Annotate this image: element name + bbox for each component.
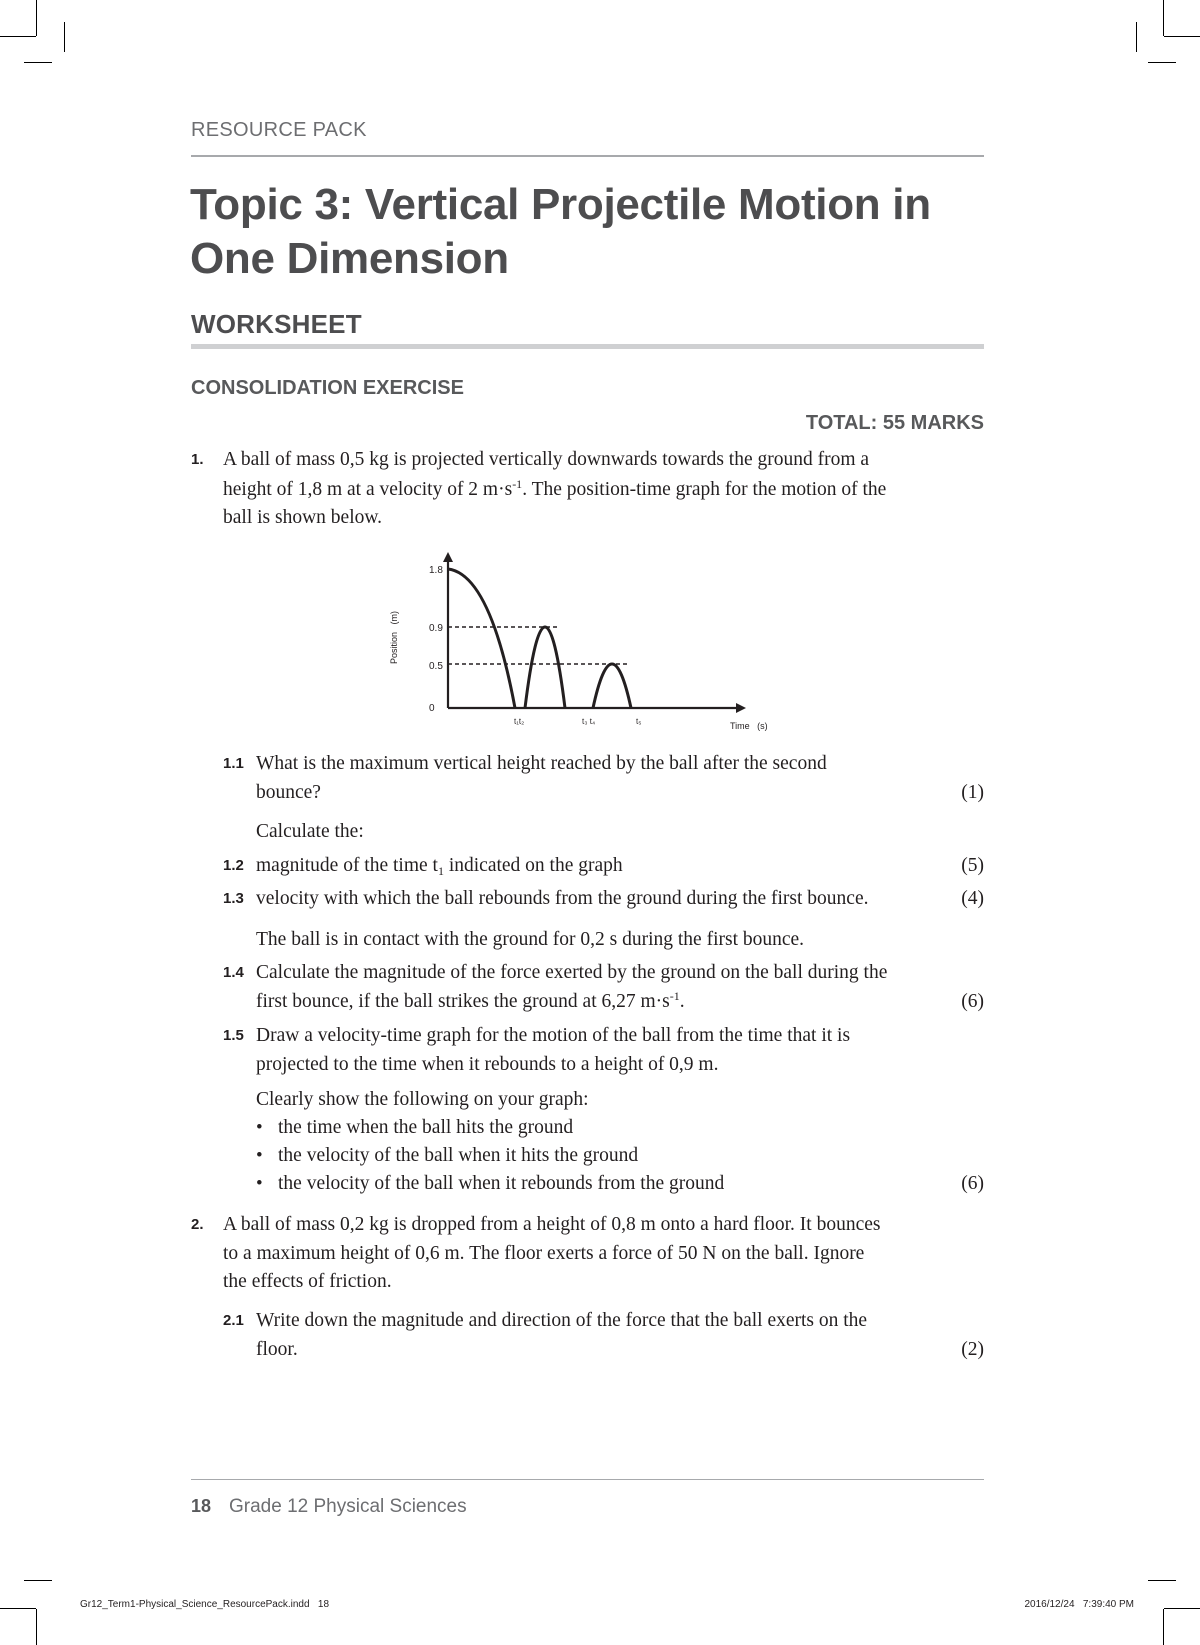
x-axis-arrow bbox=[736, 703, 746, 713]
question-number: 1. bbox=[191, 451, 204, 468]
crop-mark bbox=[1148, 1580, 1176, 1581]
y-tick-label: 0.5 bbox=[429, 661, 443, 672]
marks: (4) bbox=[961, 888, 984, 909]
bullet: • bbox=[256, 1117, 263, 1138]
total-marks: TOTAL: 55 MARKS bbox=[805, 412, 984, 434]
footer-rule bbox=[191, 1479, 984, 1480]
subquestion-text: Calculate the magnitude of the force exerted by the ground on the ball during the bbox=[256, 962, 888, 983]
crop-mark bbox=[1136, 22, 1137, 52]
subquestion-number: 1.1 bbox=[223, 755, 244, 772]
page-number: 18 bbox=[191, 1496, 212, 1516]
x-tick-label: t₁t₂ bbox=[514, 717, 525, 726]
x-tick-label: t₃ t₄ bbox=[582, 717, 596, 726]
header-rule bbox=[191, 155, 984, 157]
question-number: 2. bbox=[191, 1216, 204, 1233]
subquestion-text: magnitude of the time $t_1$ indicated on the graph bbox=[256, 855, 623, 878]
position-curve-bounce-2 bbox=[593, 664, 631, 708]
position-curve-fall bbox=[448, 569, 515, 708]
x-tick-label: t₅ bbox=[636, 717, 642, 726]
bullet-text: the time when the ball hits the ground bbox=[278, 1117, 574, 1138]
bullet: • bbox=[256, 1145, 263, 1166]
y-axis-label: Position (m) bbox=[389, 610, 399, 664]
subquestion-number: 2.1 bbox=[223, 1312, 244, 1329]
crop-mark bbox=[0, 36, 36, 37]
print-slug-file: Gr12_Term1-Physical_Science_ResourcePack.indd 18 bbox=[80, 1599, 330, 1610]
subquestion-text: velocity with which the ball rebounds from the ground during the first bounce. bbox=[256, 888, 869, 909]
question-text: to a maximum height of 0,6 m. The floor exerts a force of 50 N on the ball. Ignore bbox=[223, 1243, 865, 1264]
position-curve-bounce-1 bbox=[525, 627, 565, 708]
crop-mark bbox=[1148, 62, 1176, 63]
question-text: height of 1,8 m at a velocity of 2 $m\cdot s^{-1}$. The position-time graph for the motion of the bbox=[223, 477, 887, 500]
crop-mark bbox=[64, 22, 65, 52]
crop-mark bbox=[1164, 36, 1200, 37]
crop-mark bbox=[36, 0, 37, 36]
y-axis-arrow bbox=[443, 552, 453, 562]
subquestion-number: 1.2 bbox=[223, 857, 244, 874]
subquestion-text: bounce? bbox=[256, 782, 321, 803]
marks: (5) bbox=[961, 855, 984, 876]
subquestion-text: projected to the time when it rebounds to a height of 0,9 m. bbox=[256, 1054, 719, 1075]
section-heading: WORKSHEET bbox=[191, 309, 362, 339]
question-text: the effects of friction. bbox=[223, 1271, 392, 1292]
crop-mark bbox=[1163, 1609, 1164, 1645]
y-tick-label: 0 bbox=[429, 703, 435, 714]
subquestion-number: 1.3 bbox=[223, 890, 244, 907]
subquestion-text: Draw a velocity-time graph for the motion of the ball from the time that it is bbox=[256, 1025, 851, 1046]
question-text: A ball of mass 0,2 kg is dropped from a height of 0,8 m onto a hard floor. It bounces bbox=[223, 1214, 881, 1235]
crop-mark bbox=[36, 1609, 37, 1645]
subquestion-number: 1.5 bbox=[223, 1027, 244, 1044]
marks: (6) bbox=[961, 991, 984, 1012]
marks: (1) bbox=[961, 782, 984, 803]
crop-mark bbox=[24, 1580, 52, 1581]
section-rule bbox=[191, 344, 984, 349]
subquestion-text: floor. bbox=[256, 1339, 298, 1360]
marks: (2) bbox=[961, 1339, 984, 1360]
subquestion-text: What is the maximum vertical height reached by the ball after the second bbox=[256, 753, 827, 774]
crop-mark bbox=[1163, 0, 1164, 36]
marks: (6) bbox=[961, 1173, 984, 1194]
instruction-text: Calculate the: bbox=[256, 821, 364, 842]
resource-pack-label: RESOURCE PACK bbox=[191, 119, 367, 141]
info-text: The ball is in contact with the ground for 0,2 s during the first bounce. bbox=[256, 929, 805, 950]
instruction-text: Clearly show the following on your graph: bbox=[256, 1089, 589, 1110]
crop-mark bbox=[24, 62, 52, 63]
crop-mark bbox=[1164, 1608, 1200, 1609]
subsection-heading: CONSOLIDATION EXERCISE bbox=[191, 377, 464, 399]
bullet: • bbox=[256, 1173, 263, 1194]
x-axis-label: Time (s) bbox=[730, 721, 768, 731]
subquestion-text: first bounce, if the ball strikes the ground at 6,27 $m\cdot s^{-1}$. bbox=[256, 989, 685, 1012]
page-title: Topic 3: Vertical Projectile Motion in One Dimension bbox=[190, 180, 931, 283]
print-slug-date: 2016/12/24 7:39:40 PM bbox=[1024, 1599, 1134, 1610]
y-tick-label: 0.9 bbox=[429, 623, 443, 634]
question-text: A ball of mass 0,5 kg is projected vertically downwards towards the ground from a bbox=[223, 449, 870, 470]
question-text: ball is shown below. bbox=[223, 507, 383, 528]
crop-mark bbox=[0, 1608, 36, 1609]
footer-title: Grade 12 Physical Sciences bbox=[229, 1496, 467, 1517]
position-time-graph bbox=[380, 552, 800, 737]
y-tick-label: 1.8 bbox=[429, 565, 443, 576]
subquestion-text: Write down the magnitude and direction of the force that the ball exerts on the bbox=[256, 1310, 868, 1331]
subquestion-number: 1.4 bbox=[223, 964, 244, 981]
bullet-text: the velocity of the ball when it rebounds from the ground bbox=[278, 1173, 725, 1194]
bullet-text: the velocity of the ball when it hits the ground bbox=[278, 1145, 639, 1166]
